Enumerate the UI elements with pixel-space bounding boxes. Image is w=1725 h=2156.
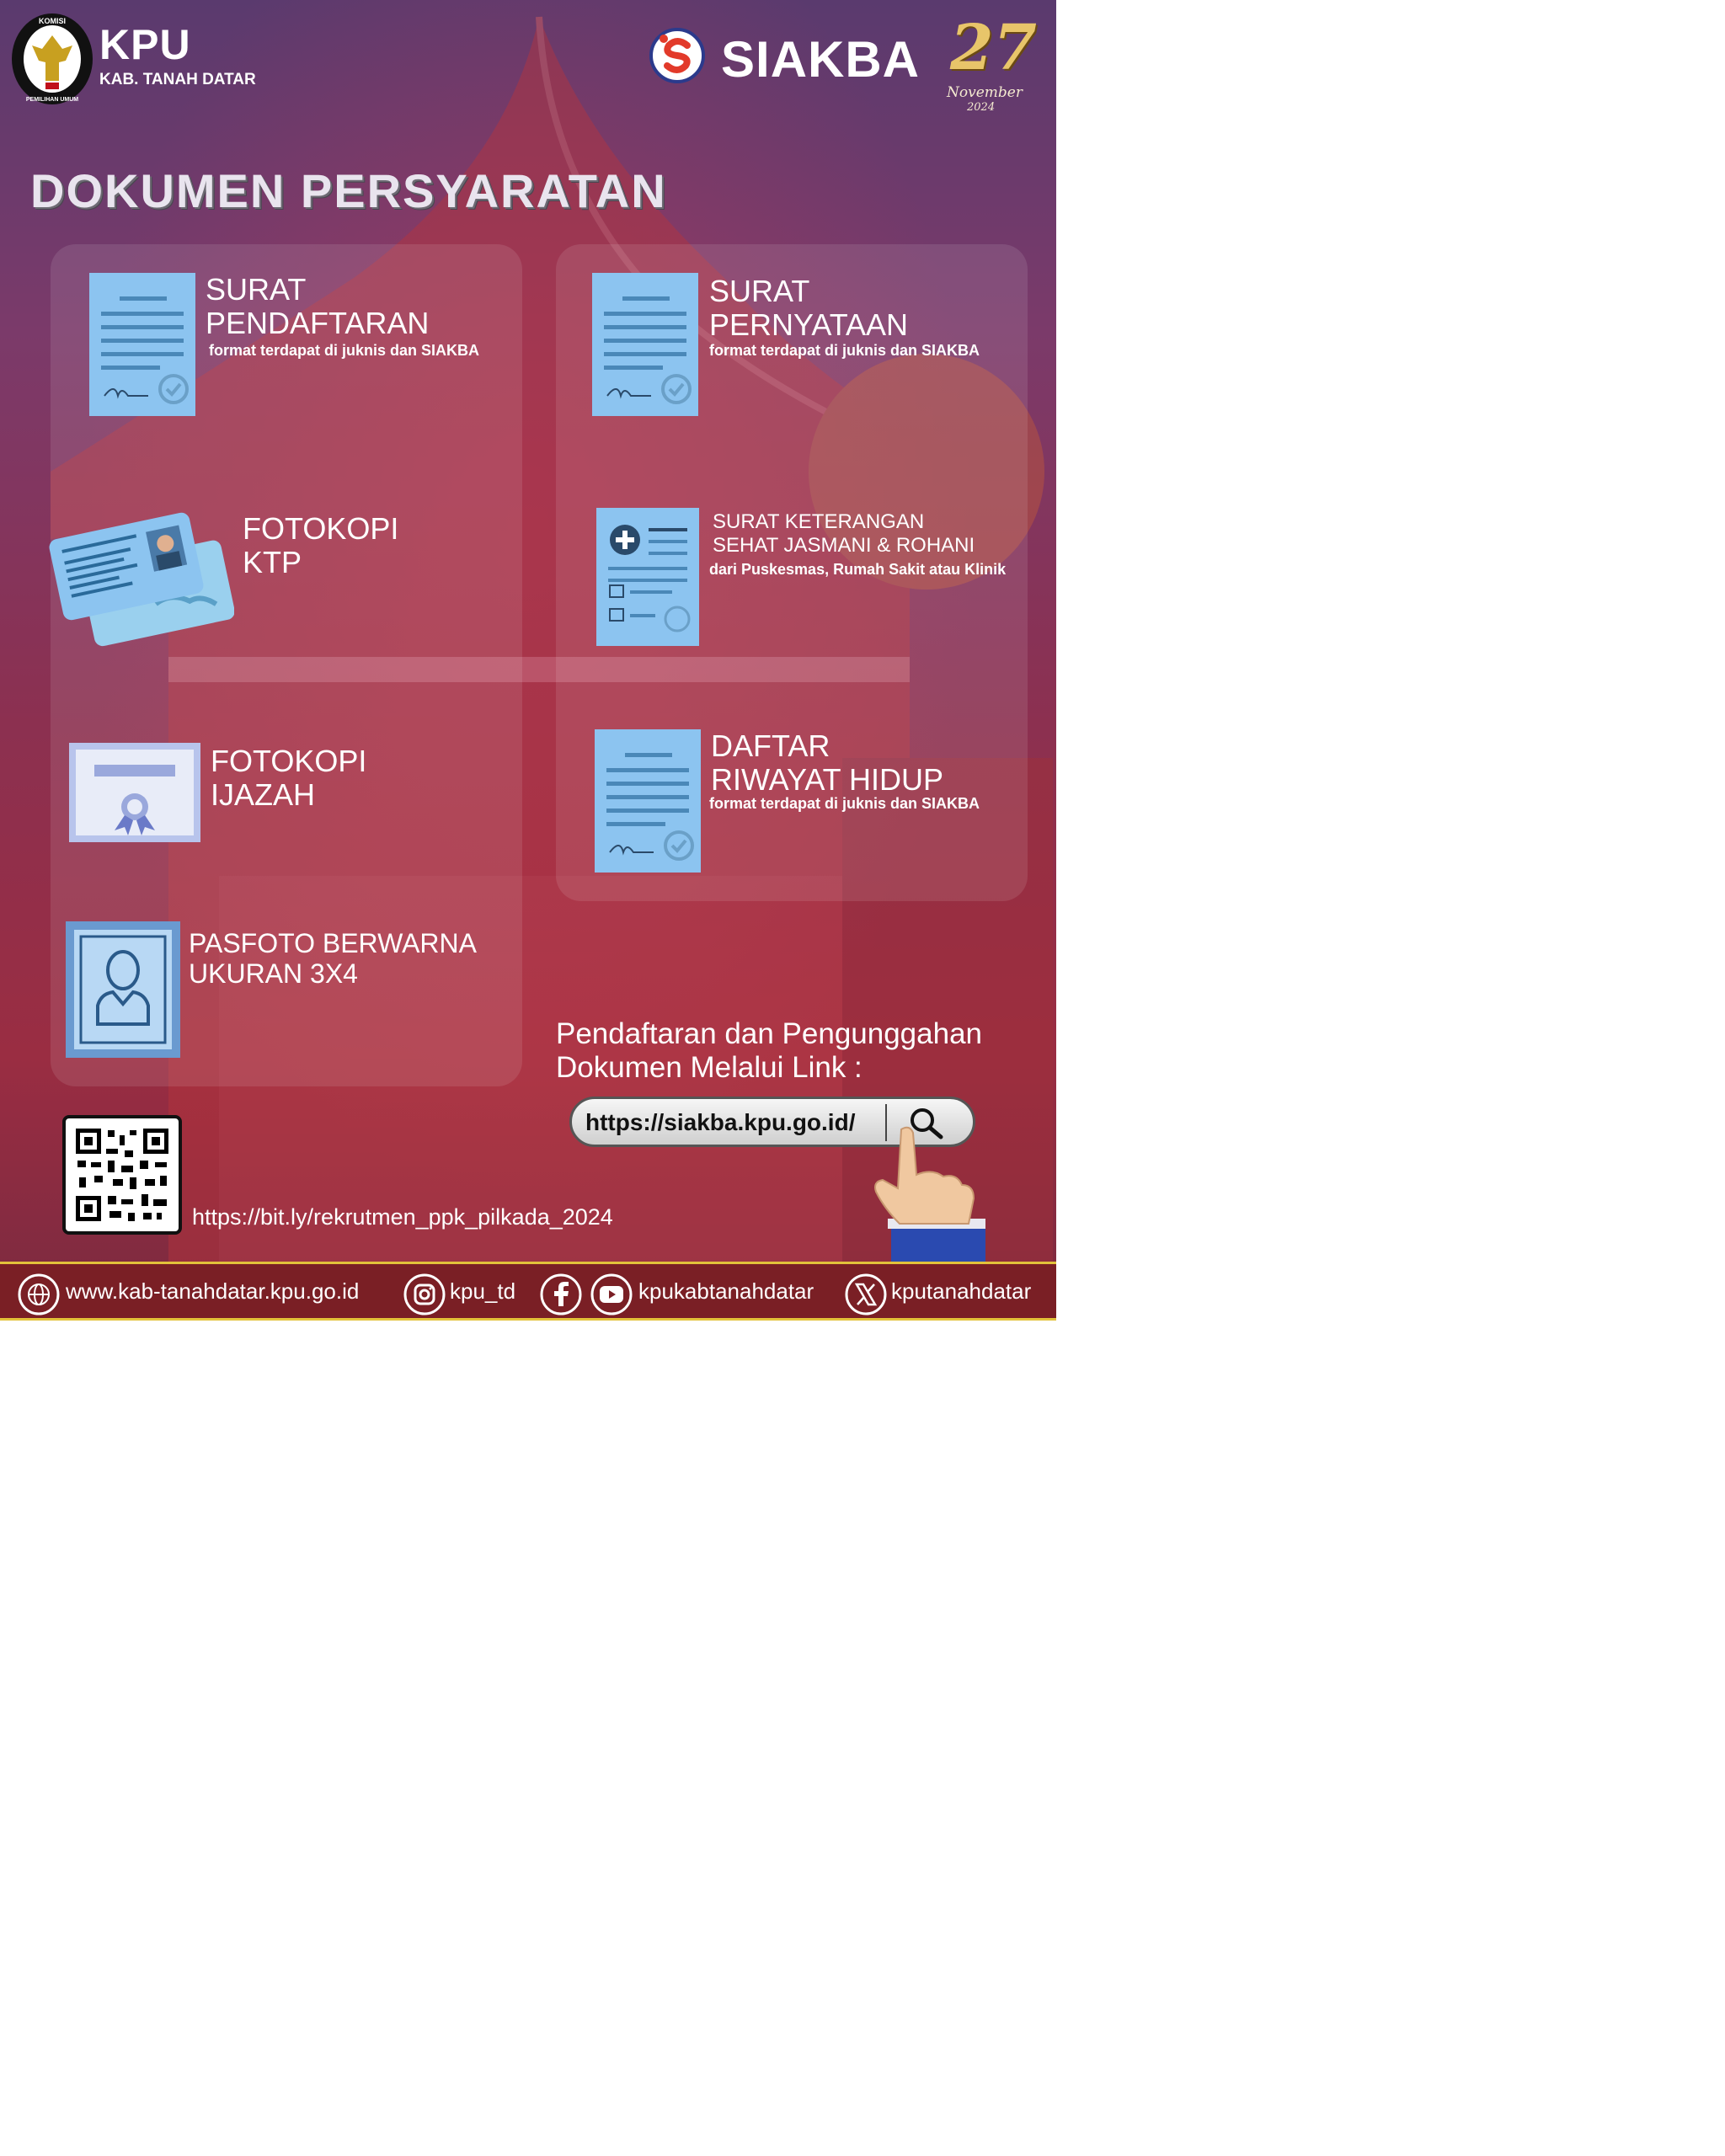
- logo-ring-bottom: PEMILIHAN UMUM: [25, 97, 79, 103]
- siakba-label: SIAKBA: [721, 31, 921, 88]
- date-year: 2024: [967, 101, 996, 114]
- instagram-icon: [403, 1273, 446, 1316]
- item-ijazah-line2: IJAZAH: [211, 777, 316, 812]
- id-card-icon: [49, 505, 234, 648]
- item-surat-pendaftaran-note: format terdapat di juknis dan SIAKBA: [209, 342, 480, 359]
- item-surat-pendaftaran-line1: SURAT: [206, 272, 307, 307]
- facebook-icon: [539, 1273, 583, 1316]
- kpu-logo: [10, 12, 94, 106]
- footer-website[interactable]: www.kab-tanahdatar.kpu.go.id: [66, 1278, 360, 1304]
- registration-line2: Dokumen Melalui Link :: [556, 1051, 862, 1084]
- date-month: November: [947, 84, 1023, 101]
- item-pasfoto-line1: PASFOTO BERWARNA: [189, 928, 477, 958]
- item-pasfoto-line2: UKURAN 3X4: [189, 958, 358, 989]
- item-surat-pendaftaran-line2: PENDAFTARAN: [206, 306, 430, 340]
- registration-line1: Pendaftaran dan Pengunggahan: [556, 1017, 983, 1050]
- document-icon: [595, 729, 701, 873]
- item-surat-pernyataan-line2: PERNYATAAN: [709, 307, 909, 342]
- item-riwayat-line1: DAFTAR: [711, 728, 830, 763]
- siakba-logo-icon: [649, 27, 706, 84]
- registration-text: [556, 1017, 982, 1085]
- siakba-url[interactable]: https://siakba.kpu.go.id/: [585, 1109, 856, 1135]
- certificate-icon: [69, 743, 200, 842]
- footer-instagram[interactable]: kpu_td: [450, 1278, 516, 1304]
- poster: [0, 0, 1056, 1321]
- logo-ring-top: KOMISI: [38, 17, 67, 25]
- item-surat-sehat-note: dari Puskesmas, Rumah Sakit atau Klinik: [709, 561, 1007, 578]
- item-riwayat-line2: RIWAYAT HIDUP: [711, 762, 944, 797]
- qr-code[interactable]: [62, 1115, 182, 1235]
- page-title: DOKUMEN PERSYARATAN: [30, 164, 667, 217]
- footer-x[interactable]: kputanahdatar: [891, 1278, 1032, 1304]
- item-surat-sehat-line2: SEHAT JASMANI & ROHANI: [713, 534, 975, 557]
- qr-code-pattern: [66, 1118, 179, 1231]
- item-surat-pernyataan-line1: SURAT: [709, 274, 810, 308]
- globe-icon: [17, 1273, 61, 1316]
- youtube-icon: [590, 1273, 633, 1316]
- kpu-title: KPU: [99, 21, 191, 68]
- item-riwayat-note: format terdapat di juknis dan SIAKBA: [709, 795, 980, 812]
- x-twitter-icon: [844, 1273, 888, 1316]
- medical-certificate-icon: [596, 508, 699, 646]
- document-icon: [592, 273, 698, 416]
- kpu-subtitle: KAB. TANAH DATAR: [99, 71, 256, 88]
- item-ktp-line2: KTP: [243, 545, 302, 579]
- item-ktp-line1: FOTOKOPI: [243, 511, 399, 546]
- item-surat-sehat-line1: SURAT KETERANGAN: [713, 510, 925, 533]
- bitly-link[interactable]: https://bit.ly/rekrutmen_ppk_pilkada_2024: [192, 1204, 613, 1230]
- date-day: 27: [950, 12, 1037, 84]
- footer-bar: [0, 1262, 1056, 1321]
- photo-portrait-icon: [66, 921, 180, 1058]
- pointing-hand-icon: [851, 1124, 985, 1263]
- document-icon: [89, 273, 195, 416]
- item-ijazah-line1: FOTOKOPI: [211, 744, 367, 778]
- footer-facebook-youtube[interactable]: kpukabtanahdatar: [638, 1278, 814, 1304]
- item-surat-pernyataan-note: format terdapat di juknis dan SIAKBA: [709, 342, 980, 359]
